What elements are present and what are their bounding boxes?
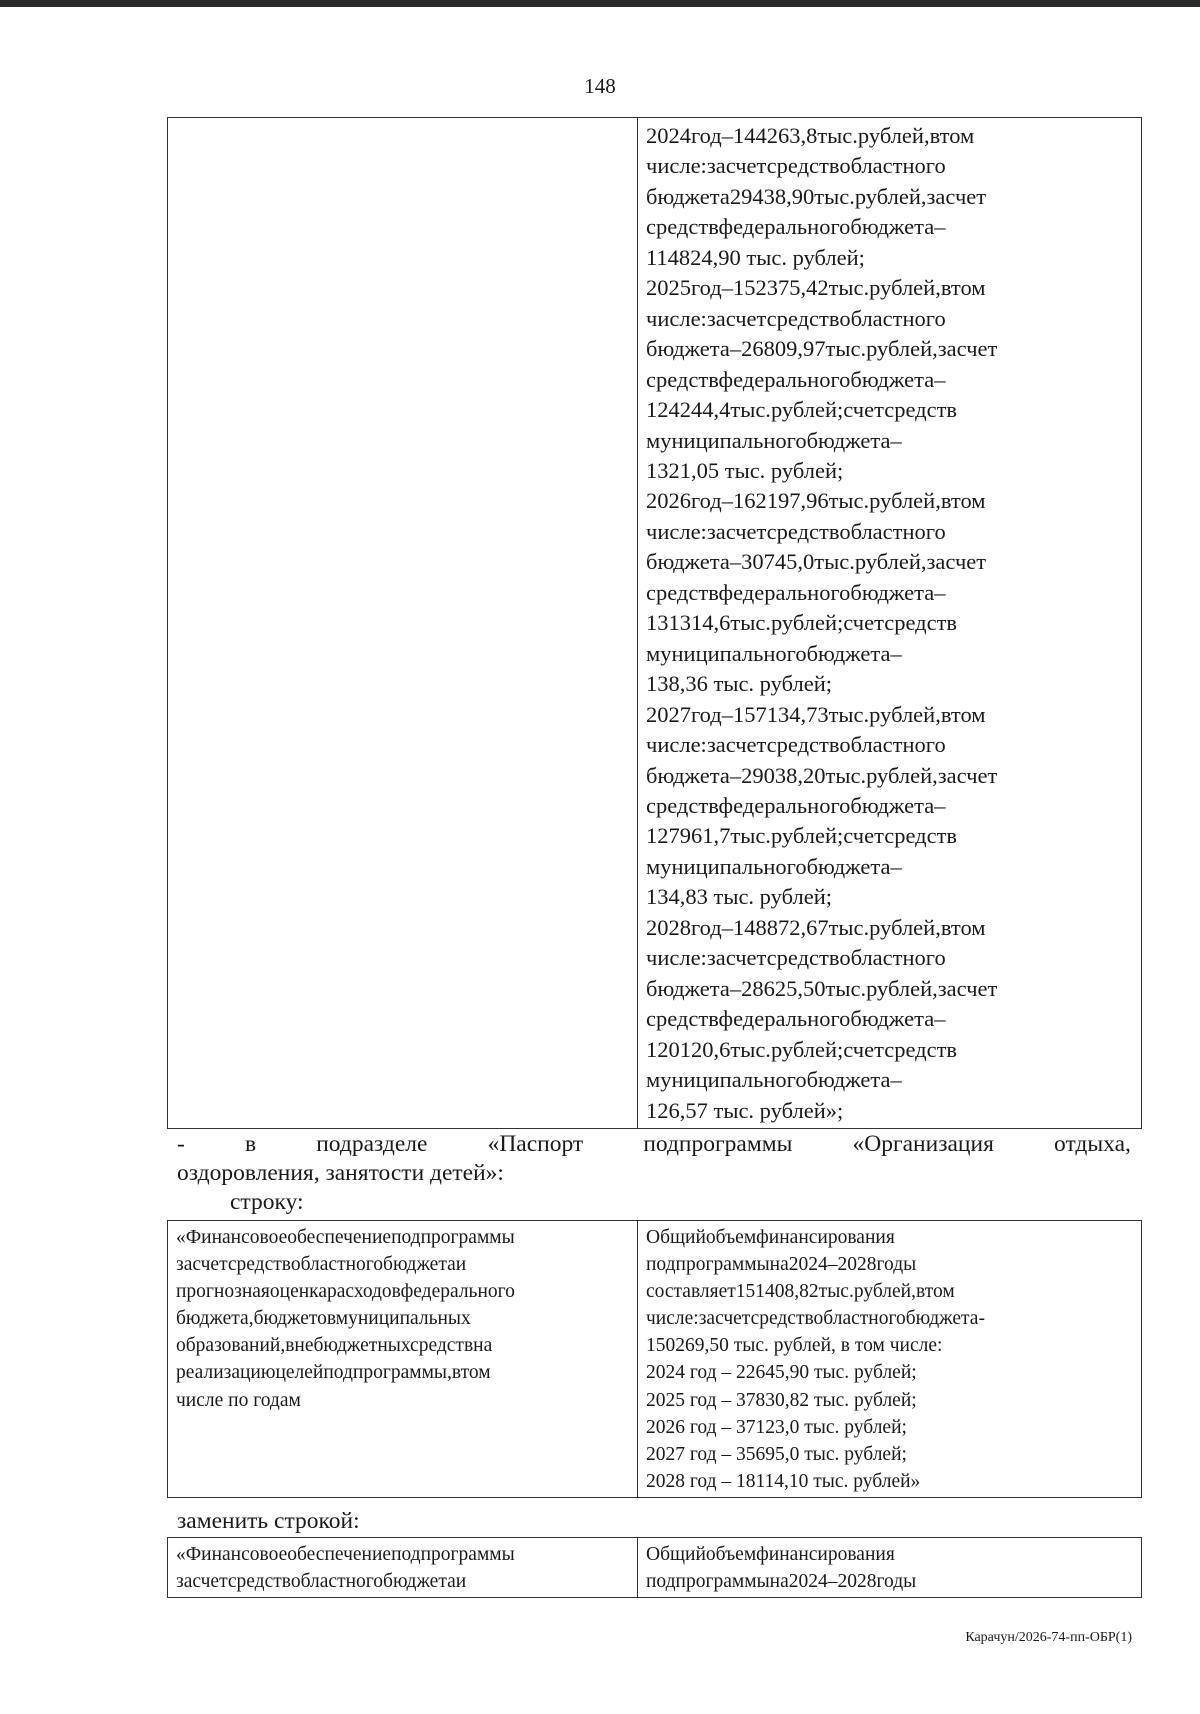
text-line: средствфедеральногобюджета–	[646, 366, 946, 392]
text-line: 2027 год – 35695,0 тыс. рублей;	[646, 1443, 907, 1465]
text-line: 2025 год – 37830,82 тыс. рублей;	[646, 1389, 917, 1411]
text-line: числе:засчетсредствобластного	[646, 518, 946, 544]
text-line: подпрограммына2024–2028годы	[646, 1571, 917, 1593]
new-row-table	[167, 1537, 1142, 1598]
row-value-text	[638, 1538, 1141, 1597]
text-line: средствфедеральногобюджета–	[646, 1006, 946, 1032]
financing-table-continued	[167, 117, 1142, 1129]
text-line: 138,36 тыс. рублей;	[646, 671, 832, 697]
text-line: числе:засчетсредствобластного	[646, 153, 946, 179]
table-cell-left	[168, 1221, 638, 1498]
text-line: «Финансовоеобеспечениеподпрограммы	[176, 1227, 515, 1248]
financing-by-year-text	[638, 118, 1141, 1128]
table-cell-right	[638, 1221, 1142, 1498]
text-line: засчетсредствобластногобюджетаи	[176, 1571, 467, 1593]
table-cell-right	[638, 1538, 1142, 1598]
table-row	[168, 1221, 1142, 1498]
text-line: бюджета–30745,0тыс.рублей,засчет	[646, 549, 987, 575]
text-line: муниципальногобюджета–	[646, 853, 902, 879]
row-title-text	[168, 1221, 637, 1416]
text-line: муниципальногобюджета–	[646, 427, 902, 453]
text-line: 2025год–152375,42тыс.рублей,втом	[646, 275, 986, 301]
text-line: 124244,4тыс.рублей;счетсредств	[646, 397, 958, 423]
text-line: прогнознаяоценкарасходовфедерального	[176, 1281, 515, 1303]
text-line: 2028год–148872,67тыс.рублей,втом	[646, 914, 986, 940]
text-line: бюджета–26809,97тыс.рублей,засчет	[646, 336, 998, 362]
text-line: средствфедеральногобюджета–	[646, 792, 946, 818]
text-line: засчетсредствобластногобюджетаи	[176, 1254, 467, 1276]
table-cell-left	[168, 1538, 638, 1598]
text-line: бюджета–28625,50тыс.рублей,засчет	[646, 975, 998, 1001]
text-line: 131314,6тыс.рублей;счетсредств	[646, 610, 958, 636]
row-value-text	[638, 1221, 1141, 1497]
text-line: подпрограммына2024–2028годы	[646, 1254, 917, 1276]
text-line: 114824,90 тыс. рублей;	[646, 244, 865, 270]
text-line: реализациюцелейподпрограммы,втом	[176, 1362, 491, 1384]
text-line: «Финансовоеобеспечениеподпрограммы	[176, 1544, 515, 1565]
text-line: 2026год–162197,96тыс.рублей,втом	[646, 488, 986, 514]
text-line: Общийобъемфинансирования	[646, 1544, 895, 1565]
text-line: 2027год–157134,73тыс.рублей,втом	[646, 701, 986, 727]
table-row	[168, 118, 1142, 1129]
table-row	[168, 1538, 1142, 1598]
text-line: бюджета,бюджетовмуниципальных	[176, 1308, 471, 1330]
text-line: средствфедеральногобюджета–	[646, 214, 946, 240]
text-line: 134,83 тыс. рублей;	[646, 884, 832, 910]
table-cell-right	[638, 118, 1142, 1129]
text-line: 2024 год – 22645,90 тыс. рублей;	[646, 1362, 917, 1384]
text-line: Общийобъемфинансирования	[646, 1227, 895, 1248]
text-line: бюджета29438,90тыс.рублей,засчет	[646, 183, 987, 209]
text-line: муниципальногобюджета–	[646, 1067, 902, 1093]
text-line: бюджета–29038,20тыс.рублей,засчет	[646, 762, 998, 788]
replace-label: заменить строкой:	[177, 1508, 360, 1534]
text-line: образований,внебюджетныхсредствна	[176, 1335, 493, 1357]
text-line: 127961,7тыс.рублей;счетсредств	[646, 823, 958, 849]
text-line: 126,57 тыс. рублей»;	[646, 1097, 844, 1123]
table-cell-left-empty	[168, 118, 638, 1129]
text-line: числе:засчетсредствобластногобюджета-	[646, 1308, 985, 1330]
top-border-bar	[0, 0, 1200, 7]
amendment-label-row: строку:	[230, 1189, 304, 1215]
text-line: числе по годам	[176, 1389, 301, 1411]
text-line: 2028 год – 18114,10 тыс. рублей»	[646, 1470, 921, 1492]
text-line: 1321,05 тыс. рублей;	[646, 457, 844, 483]
text-line: 2026 год – 37123,0 тыс. рублей;	[646, 1416, 907, 1438]
amendment-paragraph-line1: - в подразделе «Паспорт подпрограммы «Организация отдыха,	[177, 1131, 1131, 1157]
text-line: муниципальногобюджета–	[646, 640, 902, 666]
row-title-text	[168, 1538, 637, 1597]
text-line: 150269,50 тыс. рублей, в том числе:	[646, 1335, 943, 1357]
document-footer-code: Карачун/2026-74-пп-ОБР(1)	[965, 1630, 1132, 1645]
text-line: числе:засчетсредствобластного	[646, 945, 946, 971]
text-line: средствфедеральногобюджета–	[646, 579, 946, 605]
text-line: числе:засчетсредствобластного	[646, 732, 946, 758]
text-line: 120120,6тыс.рублей;счетсредств	[646, 1036, 958, 1062]
page-number: 148	[584, 74, 616, 98]
old-row-table	[167, 1220, 1142, 1498]
text-line: 2024год–144263,8тыс.рублей,втом	[646, 123, 975, 148]
text-line: составляет151408,82тыс.рублей,втом	[646, 1281, 955, 1303]
text-line: числе:засчетсредствобластного	[646, 305, 946, 331]
amendment-paragraph-line2: оздоровления, занятости детей»:	[177, 1160, 504, 1186]
